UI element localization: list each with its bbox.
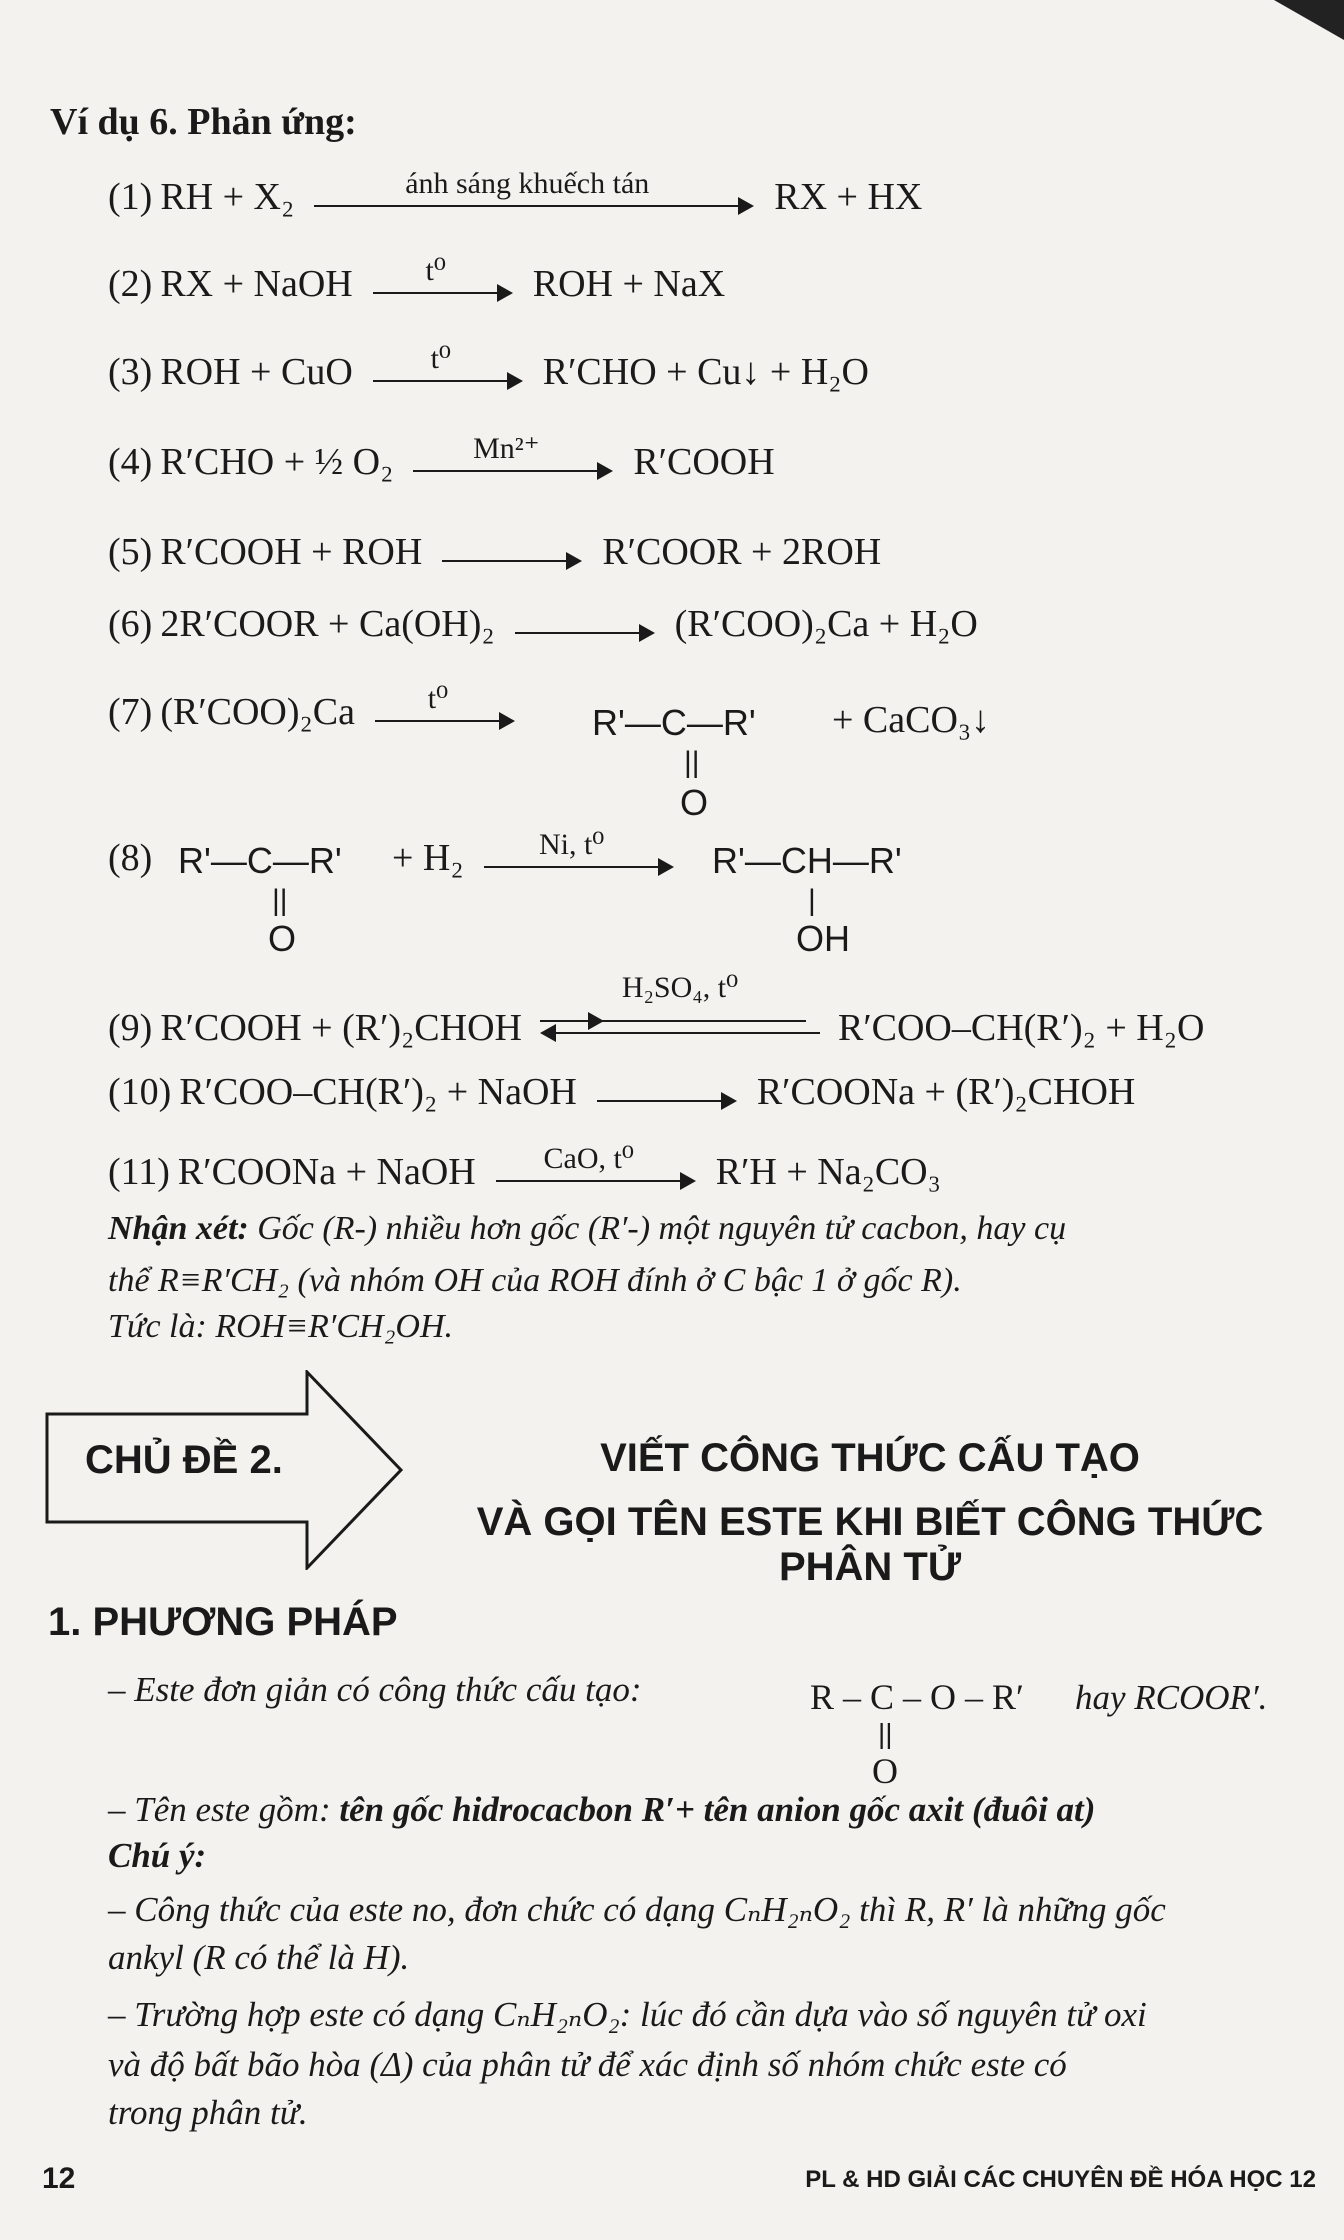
reaction-8: + H₂ Ni, t⁰ bbox=[392, 836, 694, 880]
page-number: 12 bbox=[42, 2162, 76, 2195]
note-line-1: Nhận xét: Gốc (R-) nhiều hơn gốc (R′-) một nguyên tử cacbon, hay cụ bbox=[108, 1210, 1067, 1247]
double-bond-mark: || bbox=[272, 884, 288, 917]
note-line-2: thể R≡R′CH₂ (và nhóm OH của ROH đính ở C bậc 1 ở gốc R). bbox=[108, 1262, 962, 1299]
method-line-1: – Este đơn giản có công thức cấu tạo: bbox=[108, 1670, 642, 1709]
double-bond-mark: || bbox=[878, 1718, 893, 1749]
topic-title-line-1: VIẾT CÔNG THỨC CẤU TẠO bbox=[600, 1436, 1140, 1480]
alcohol-structure-8: R'—CH—R' bbox=[712, 840, 902, 881]
topic-label: CHỦ ĐỀ 2. bbox=[85, 1438, 283, 1482]
method-note-1b: ankyl (R có thể là H). bbox=[108, 1938, 410, 1977]
reaction-7-product: + CaCO₃↓ bbox=[832, 699, 991, 741]
reaction-3: (3) ROH + CuO t⁰ R′CHO + Cu↓ + H₂O bbox=[108, 342, 869, 393]
method-note-1a: – Công thức của este no, đơn chức có dạng CₙH₂ₙO₂ thì R, R′ là những gốc bbox=[108, 1890, 1166, 1929]
reaction-7: (7) (R′COO)₂Ca t⁰ bbox=[108, 690, 535, 734]
ester-formula-tail: hay RCOOR′. bbox=[1075, 1678, 1268, 1717]
book-title-footer: PL & HD GIẢI CÁC CHUYÊN ĐỀ HÓA HỌC 12 bbox=[805, 2166, 1316, 2193]
reaction-6: (6) 2R′COOR + Ca(OH)₂ (R′COO)₂Ca + H₂O bbox=[108, 603, 978, 645]
example-title: Ví dụ 6. Phản ứng: bbox=[50, 101, 357, 143]
reaction-10: (10) R′COO–CH(R′)₂ + NaOH R′COONa + (R′)₂CHOH bbox=[108, 1071, 1136, 1113]
reaction-4: (4) R′CHO + ½ O₂ Mn²⁺ R′COOH bbox=[108, 432, 775, 483]
reaction-11: (11) R′COONa + NaOH CaO, t⁰ R′H + Na₂CO₃ bbox=[108, 1142, 941, 1193]
ketone-oxygen-8: O bbox=[268, 918, 297, 959]
double-bond-mark: || bbox=[684, 746, 700, 779]
note-line-3: Tức là: ROH≡R′CH₂OH. bbox=[108, 1308, 453, 1345]
reaction-8-number: (8) bbox=[108, 837, 153, 879]
single-bond-mark: | bbox=[808, 884, 816, 917]
ketone-structure-8: R'—C—R' bbox=[178, 840, 342, 881]
section-heading: 1. PHƯƠNG PHÁP bbox=[48, 1600, 398, 1644]
method-note-2c: trong phân tử. bbox=[108, 2093, 308, 2132]
topic-title-line-2: VÀ GỌI TÊN ESTE KHI BIẾT CÔNG THỨC PHÂN TỬ bbox=[476, 1500, 1264, 1589]
ester-formula: R – C – O – R′ bbox=[810, 1677, 1024, 1717]
method-note-2a: – Trường hợp este có dạng CₙH₂ₙO₂: lúc đó cần dựa vào số nguyên tử oxi bbox=[108, 1995, 1147, 2034]
ketone-structure-7: R'—C—R' bbox=[592, 702, 756, 743]
reaction-2: (2) RX + NaOH t⁰ ROH + NaX bbox=[108, 254, 726, 305]
page-corner-mark bbox=[1274, 0, 1344, 40]
reaction-5: (5) R′COOH + ROH R′COOR + 2ROH bbox=[108, 531, 882, 573]
alcohol-oh-8: OH bbox=[796, 918, 850, 959]
method-note-2b: và độ bất bão hòa (Δ) của phân tử để xác định số nhóm chức este có bbox=[108, 2045, 1067, 2084]
ketone-oxygen-7: O bbox=[680, 782, 709, 823]
ester-formula-oxygen: O bbox=[872, 1751, 898, 1791]
reaction-9: (9) R′COOH + (R′)₂CHOH H₂SO₄, t⁰ R′COO–CH(R′)₂ + H₂O bbox=[108, 971, 1205, 1049]
reaction-1: (1) RH + X₂ ánh sáng khuếch tán RX + HX bbox=[108, 167, 923, 218]
note-heading: Chú ý: bbox=[108, 1836, 207, 1875]
method-line-2: – Tên este gồm: tên gốc hidrocacbon R′+ tên anion gốc axit (đuôi at) bbox=[108, 1790, 1096, 1829]
